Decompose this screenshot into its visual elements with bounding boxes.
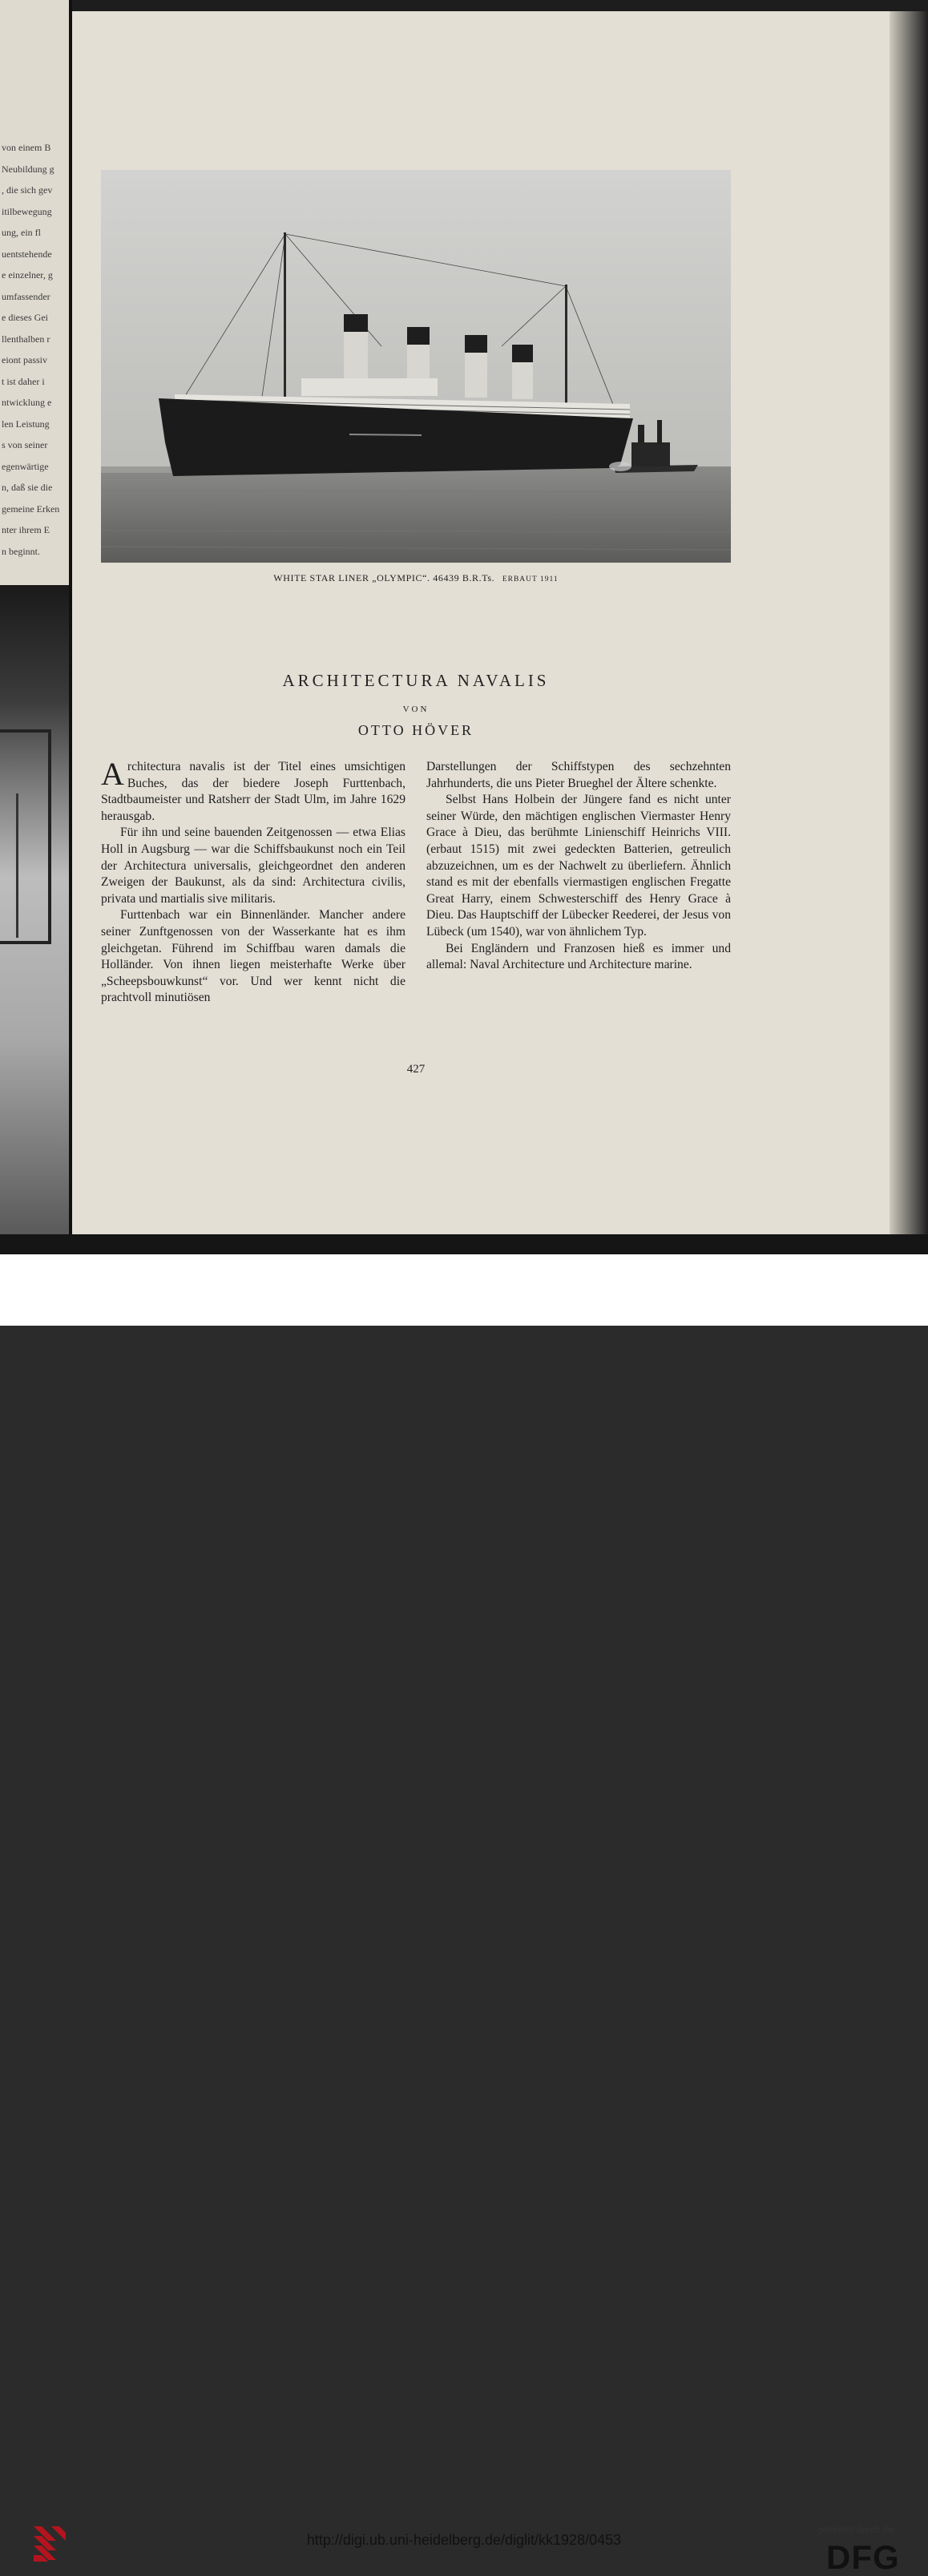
left-page-fragment-line: nter ihrem E	[2, 524, 50, 535]
left-page-fragment-line: ung, ein fl	[2, 227, 41, 238]
left-page-photo	[0, 585, 69, 1234]
photo-caption-main: WHITE STAR LINER „OLYMPIC“. 46439 B.R.Ts.	[273, 572, 495, 583]
article-author: OTTO HÖVER	[357, 722, 474, 738]
left-page-fragment-line: eiont passiv	[2, 354, 47, 365]
paragraph-text: rchitectura navalis ist der Titel eines umsichtigen Buches, das der biedere Joseph Furttenbach, Stadtbaumeister und Ratsherr der Stadt Ulm, im Jahre 1629 herausgab.	[101, 760, 405, 823]
left-page-fragment-line: e dieses Gei	[2, 312, 48, 323]
permalink-url[interactable]: http://digi.ub.uni-heidelberg.de/diglit/kk1928/0453	[306, 2532, 622, 2548]
scanned-spread	[0, 0, 928, 1254]
page-edge	[890, 11, 928, 1238]
drop-cap: A	[101, 756, 124, 792]
left-page-fragment-line: e einzelner, g	[2, 269, 53, 281]
paragraph	[101, 756, 405, 825]
library-name-line: HEIDELBERG	[74, 2551, 135, 2561]
ship-photo-illustration	[101, 170, 731, 563]
paragraph: Bei Engländern und Franzosen hieß es immer und allemal: Naval Architecture und Architecture marine.	[426, 941, 731, 972]
left-page-fragment-line: Neubildung g	[2, 163, 54, 175]
funding-label: gefördert durch die	[817, 2526, 895, 2535]
left-page-fragment-line: itilbewegung	[2, 205, 52, 217]
left-page-fragment-line: umfassender	[2, 290, 50, 302]
paragraph: Furttenbach war ein Binnenländer. Mancher andere seiner Zunftgenossen von der Wasserkante hat es ihm gleichgetan. Führend im Schiffbau waren damals die Holländer. Von ihnen liegen meisterhafte Werke über „Scheepsbouwkunst“ vor. Und wer kennt nicht die prachtvoll minutiösen	[101, 908, 405, 1005]
ship-photograph	[101, 170, 731, 563]
paragraph: Darstellungen der Schiffstypen des sechzehnten Jahrhunderts, die uns Pieter Brueghel der Ältere schenkte.	[426, 760, 731, 790]
left-page-fragment-line: gemeine Erken	[2, 503, 60, 515]
left-page-fragment-line: llenthalben r	[2, 333, 50, 345]
left-page-fragment	[0, 0, 69, 1254]
photo-caption-year: ERBAUT 1911	[502, 575, 559, 583]
paragraph: Selbst Hans Holbein der Jüngere fand es nicht unter seiner Würde, den mächtigen englischen Viermaster Henry Grace à Dieu, das berühmte Linienschiff Heinrichs VIII. (erbaut 1515) mit zwei gedeckten Batterien, getreulich abzuzeichnen, um es der Nachwelt zu überliefern. Ähnlich stand es mit der ebenfalls viermastigen englischen Fregatte Great Harry, einem Schwesterschiff des Henry Grace à Dieu. Das Hauptschiff der Lübecker Reederei, der Jesus von Lübeck (um 1540), war von ähnlichem Typ.	[426, 793, 731, 939]
left-page-fragment-line: , die sich gev	[2, 184, 53, 196]
article-title: ARCHITECTURA NAVALIS	[282, 671, 550, 690]
dfg-logo[interactable]: DFG	[826, 2538, 900, 2576]
right-page	[72, 11, 890, 1238]
article-byline-von: VON	[402, 705, 430, 714]
left-page-fragment-line: ntwicklung e	[2, 397, 52, 408]
left-page-fragment-line: von einem B	[2, 142, 51, 153]
left-page-fragment-line: uentstehende	[2, 248, 52, 260]
left-page-fragment-line: t ist daher i	[2, 375, 45, 387]
left-photo-frame-inner	[16, 793, 50, 938]
left-page-fragment-line: n, daß sie die	[2, 482, 53, 493]
scan-bottom-edge	[0, 1234, 928, 1254]
left-page-fragment-line: len Leistung	[2, 418, 50, 430]
page-number: 427	[406, 1063, 426, 1076]
left-page-fragment-line: n beginnt.	[2, 545, 40, 557]
photo-caption	[101, 572, 731, 584]
library-name-line: UNIVERSITÄTS-	[74, 2526, 145, 2535]
digitization-footer	[0, 1254, 928, 2576]
left-page-fragment-line: s von seiner	[2, 439, 48, 450]
text-column-right	[426, 759, 731, 974]
paragraph: Für ihn und seine bauenden Zeitgenossen — etwa Elias Holl in Augsburg — war die Schiffsbaukunst noch ein Teil der Architectura universalis, gleichgeordnet den anderen Zweigen der Baukunst, als da sind: Architectura civilis, privata und martialis sive militaris.	[101, 826, 405, 906]
text-column-left	[101, 756, 405, 1007]
library-name-line: BIBLIOTHEK	[74, 2538, 131, 2548]
left-page-fragment-line: egenwärtige	[2, 460, 49, 472]
